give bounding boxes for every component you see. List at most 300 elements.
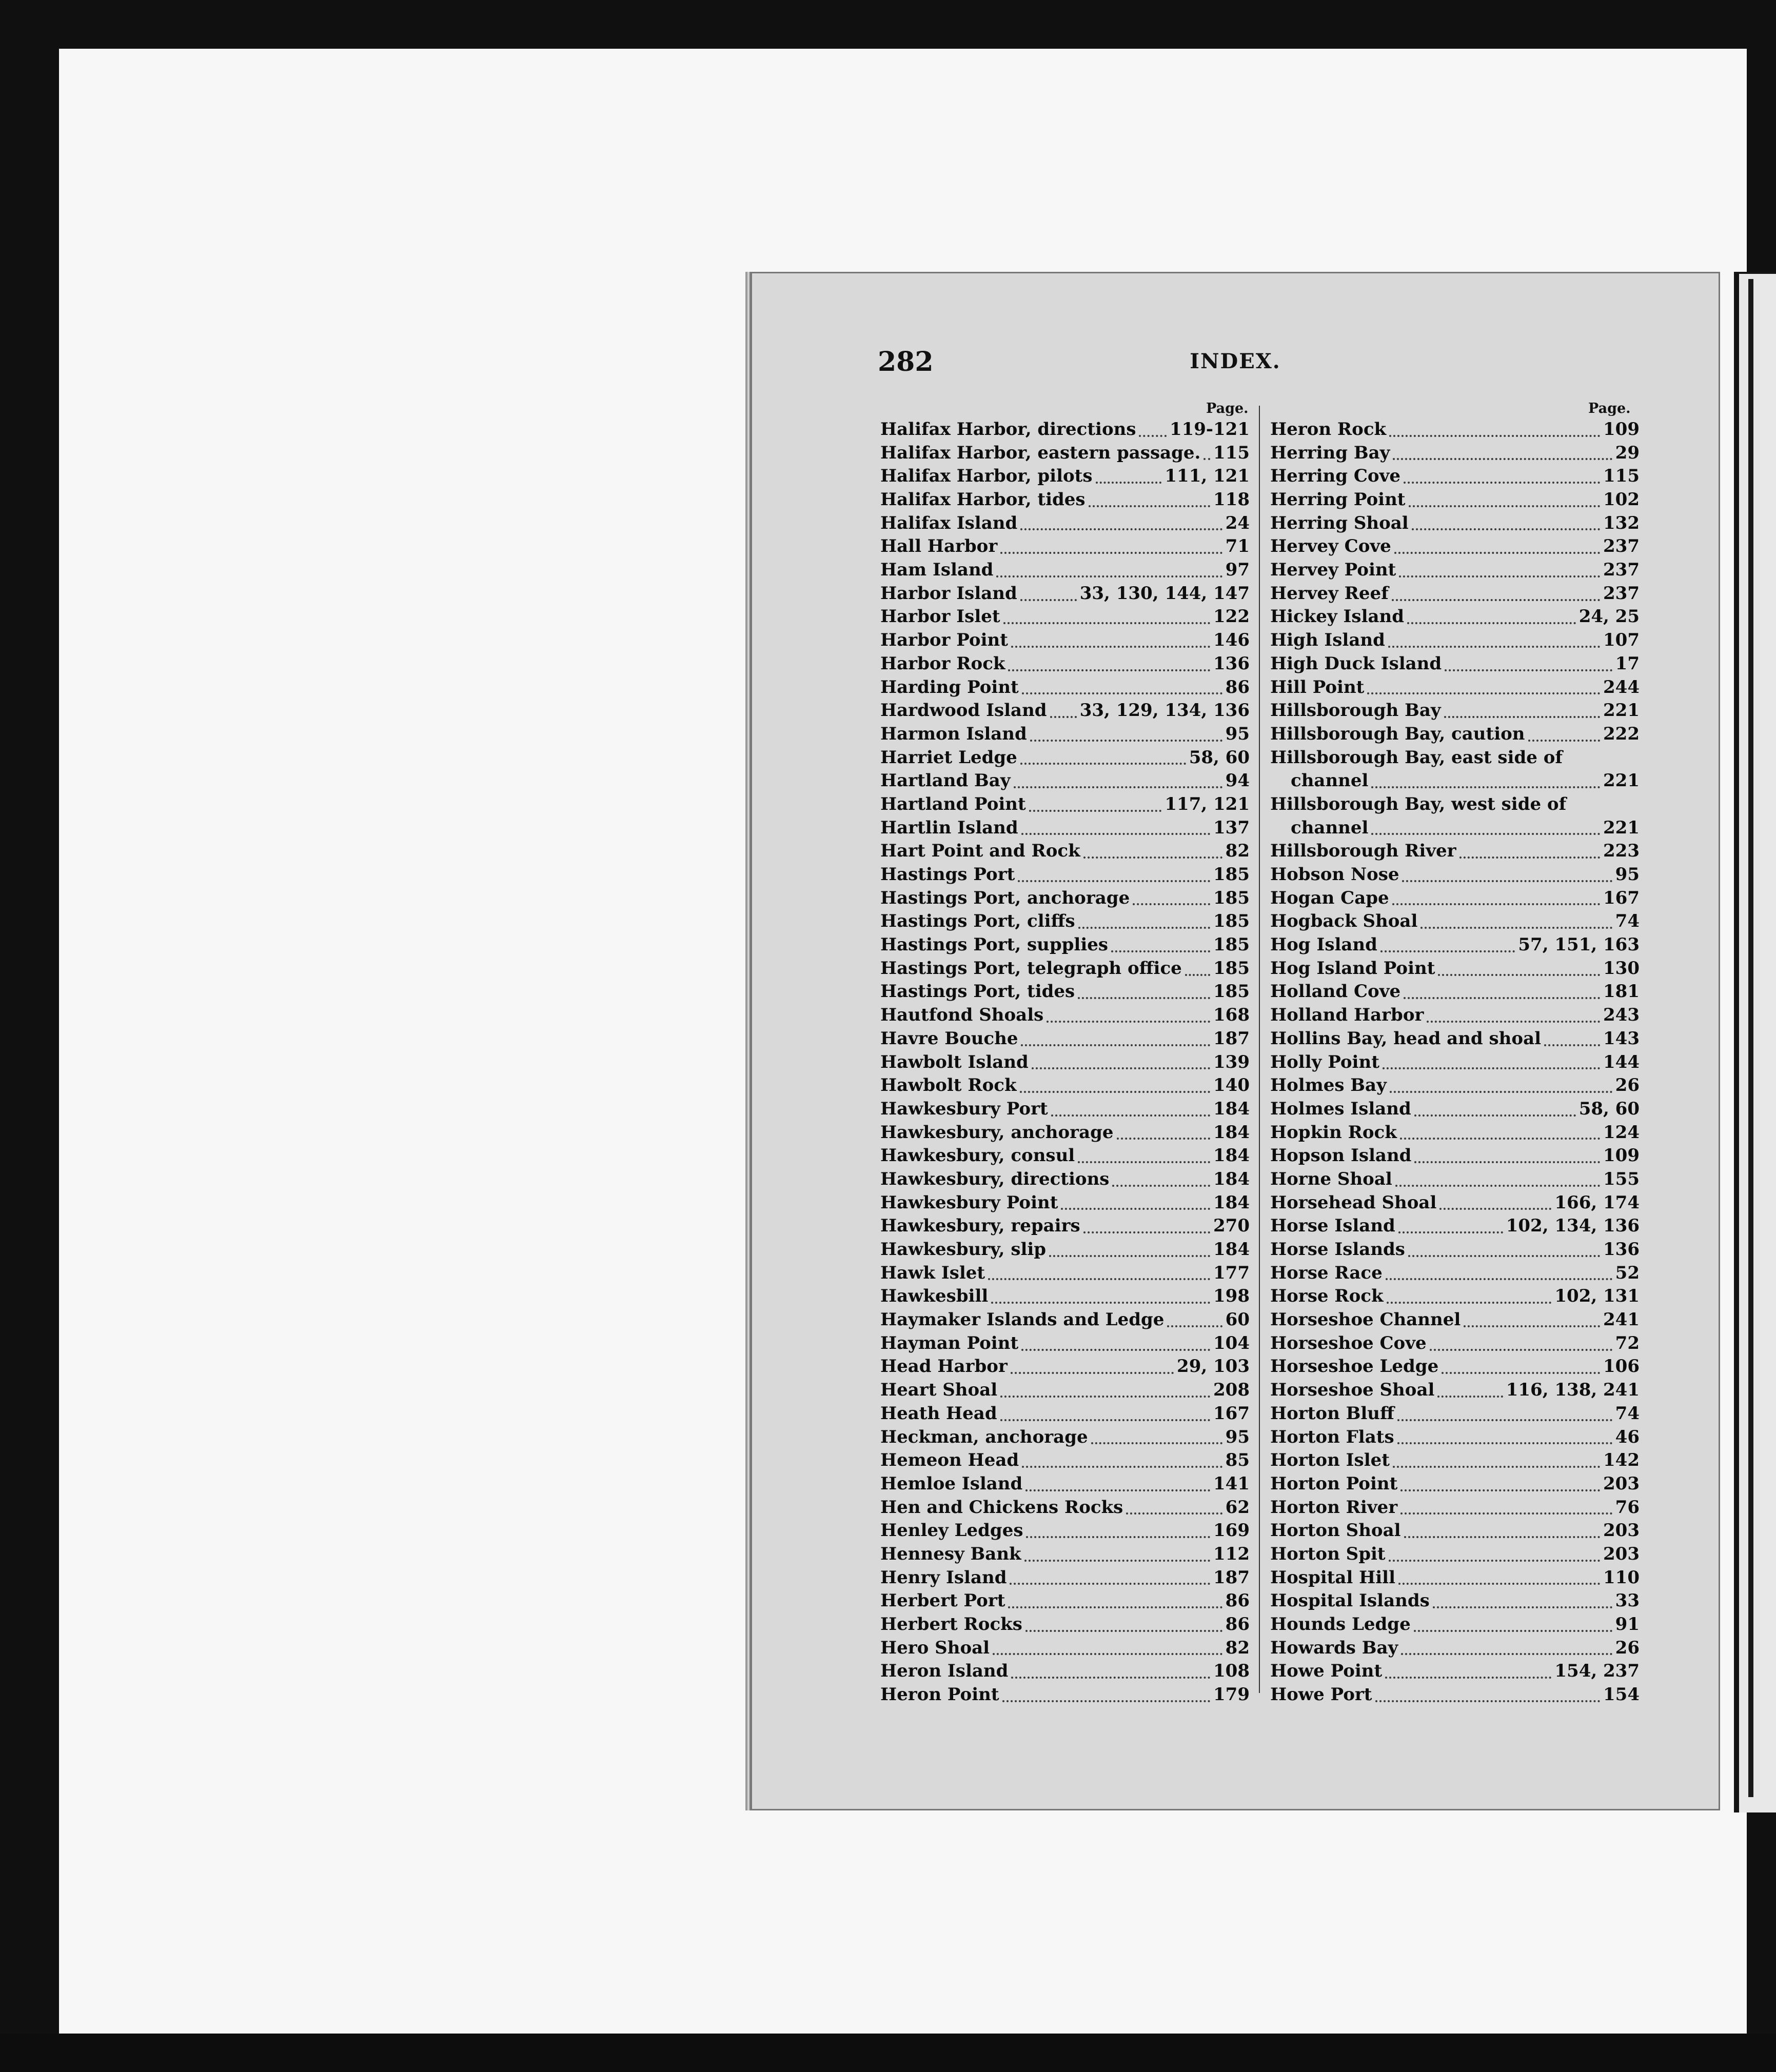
index-entry xyxy=(880,1566,1250,1590)
index-entry xyxy=(880,606,1250,629)
index-entry xyxy=(880,1238,1250,1262)
index-entry xyxy=(880,981,1250,1004)
index-entry xyxy=(1270,1168,1640,1191)
entry-name: Hardwood Island xyxy=(880,700,1047,721)
index-entry xyxy=(1270,629,1640,652)
entry-name: Hog Island Point xyxy=(1270,958,1435,979)
entry-pages: 86 xyxy=(1225,1614,1250,1635)
entry-pages: 17 xyxy=(1615,653,1640,674)
index-entry xyxy=(1270,1144,1640,1168)
leader-dots xyxy=(1402,880,1612,882)
entry-pages: 270 xyxy=(1213,1216,1250,1237)
index-entry xyxy=(880,418,1250,442)
entry-pages: 102, 131 xyxy=(1554,1286,1640,1307)
index-entry xyxy=(880,816,1250,840)
entry-name: Hastings Port xyxy=(880,864,1015,885)
index-page xyxy=(751,272,1720,1810)
entry-name: Heron Point xyxy=(880,1684,999,1705)
index-entry xyxy=(880,1660,1250,1683)
entry-name: Hawkesbury, consul xyxy=(880,1145,1075,1166)
entry-pages: 33, 130, 144, 147 xyxy=(1079,583,1250,604)
entry-pages: 26 xyxy=(1615,1075,1640,1096)
entry-name: Horton River xyxy=(1270,1497,1398,1518)
leader-dots xyxy=(993,1652,1222,1655)
entry-pages: 185 xyxy=(1213,934,1250,955)
leader-dots xyxy=(1010,1582,1210,1585)
leader-dots xyxy=(1414,1161,1600,1163)
index-entry xyxy=(1270,1496,1640,1520)
index-entry xyxy=(880,1356,1250,1379)
entry-pages: 86 xyxy=(1225,1590,1250,1611)
entry-pages: 74 xyxy=(1615,911,1640,932)
index-entry xyxy=(880,1121,1250,1145)
entry-pages: 203 xyxy=(1603,1520,1640,1541)
index-entry xyxy=(1270,981,1640,1004)
index-entry xyxy=(1270,1098,1640,1121)
leader-dots xyxy=(1438,973,1600,976)
index-entry xyxy=(880,1332,1250,1356)
index-entry xyxy=(1270,699,1640,723)
entry-pages: 241 xyxy=(1603,1309,1640,1330)
entry-pages: 136 xyxy=(1213,653,1250,674)
index-entry xyxy=(1270,1332,1640,1356)
leader-dots xyxy=(1078,926,1210,929)
index-entry xyxy=(1270,723,1640,746)
entry-name: Hawbolt Island xyxy=(880,1051,1029,1072)
entry-name: Hawbolt Rock xyxy=(880,1075,1017,1096)
leader-dots xyxy=(1032,1067,1210,1069)
entry-name: Horse Race xyxy=(1270,1262,1383,1283)
entry-pages: 144 xyxy=(1603,1051,1640,1072)
entry-name: Horton Point xyxy=(1270,1473,1398,1494)
entry-name: Hog Island xyxy=(1270,934,1377,955)
entry-name: Heckman, anchorage xyxy=(880,1426,1088,1447)
entry-name: Hawk Islet xyxy=(880,1262,985,1283)
leader-dots xyxy=(1398,1582,1600,1585)
entry-name: Heron Rock xyxy=(1270,419,1387,440)
leader-dots xyxy=(1409,505,1601,507)
leader-dots xyxy=(1437,1395,1503,1398)
entry-pages: 58, 60 xyxy=(1578,1098,1640,1119)
entry-name: Hero Shoal xyxy=(880,1637,990,1658)
entry-name: Hart Point and Rock xyxy=(880,841,1080,862)
leader-dots xyxy=(1051,1114,1210,1117)
entry-pages: 237 xyxy=(1603,536,1640,557)
index-entry xyxy=(880,1074,1250,1098)
index-entry xyxy=(1270,1285,1640,1308)
leader-dots xyxy=(1133,903,1210,905)
entry-pages: 85 xyxy=(1225,1450,1250,1471)
entry-name: Hemeon Head xyxy=(880,1450,1019,1471)
entry-pages: 244 xyxy=(1603,676,1640,698)
index-entry xyxy=(880,1637,1250,1660)
leader-dots xyxy=(1011,645,1210,648)
index-entry xyxy=(1270,676,1640,700)
index-entry xyxy=(1270,1214,1640,1238)
index-entry xyxy=(1270,1121,1640,1145)
entry-name: Havre Bouche xyxy=(880,1028,1018,1049)
entry-pages: 95 xyxy=(1615,864,1640,885)
index-entry xyxy=(1270,910,1640,933)
entry-name: Hen and Chickens Rocks xyxy=(880,1497,1123,1518)
leader-dots xyxy=(1439,1207,1551,1210)
entry-name: Horseshoe Ledge xyxy=(1270,1356,1439,1377)
entry-name: Hemloe Island xyxy=(880,1473,1023,1494)
index-entry xyxy=(1270,863,1640,887)
entry-pages: 140 xyxy=(1213,1075,1250,1096)
index-entry xyxy=(1270,488,1640,512)
entry-pages: 74 xyxy=(1615,1403,1640,1424)
leader-dots xyxy=(996,575,1222,577)
index-entry xyxy=(880,769,1250,793)
entry-name: Harbor Rock xyxy=(880,653,1005,674)
entry-name: Hastings Port, anchorage xyxy=(880,887,1130,908)
leader-dots xyxy=(1078,1161,1210,1163)
entry-pages: 184 xyxy=(1213,1122,1250,1143)
leader-dots xyxy=(1398,1231,1503,1233)
entry-pages: 142 xyxy=(1603,1450,1640,1471)
leader-dots xyxy=(1407,622,1576,624)
entry-name: Hawkesbury Point xyxy=(880,1192,1058,1213)
leader-dots xyxy=(1395,1184,1600,1187)
index-entry xyxy=(1270,1238,1640,1262)
entry-pages: 118 xyxy=(1213,489,1250,510)
index-entry xyxy=(1270,1543,1640,1566)
entry-pages: 179 xyxy=(1213,1684,1250,1705)
entry-name: Hogback Shoal xyxy=(1270,911,1418,932)
entry-pages: 185 xyxy=(1213,981,1250,1002)
entry-pages: 184 xyxy=(1213,1239,1250,1260)
entry-name: Halifax Harbor, directions xyxy=(880,419,1136,440)
entry-pages: 168 xyxy=(1213,1005,1250,1026)
leader-dots xyxy=(1011,1676,1210,1679)
leader-dots xyxy=(1427,1020,1600,1023)
entry-pages: 184 xyxy=(1213,1145,1250,1166)
entry-name: Horton Shoal xyxy=(1270,1520,1401,1541)
entry-pages: 184 xyxy=(1213,1098,1250,1119)
index-entry xyxy=(880,535,1250,559)
entry-name: Hennesy Bank xyxy=(880,1543,1021,1564)
leader-dots xyxy=(1025,1489,1210,1491)
entry-pages: 181 xyxy=(1603,981,1640,1002)
index-entry xyxy=(880,1308,1250,1332)
entry-name: Hollins Bay, head and shoal xyxy=(1270,1028,1542,1049)
entry-name: High Duck Island xyxy=(1270,653,1442,674)
leader-dots xyxy=(1397,1442,1612,1444)
entry-name: Harbor Point xyxy=(880,630,1008,651)
entry-pages: 109 xyxy=(1603,1145,1640,1166)
entry-pages: 29, 103 xyxy=(1177,1356,1250,1377)
index-entry xyxy=(880,1144,1250,1168)
leader-dots xyxy=(1139,434,1166,437)
entry-pages: 109 xyxy=(1603,419,1640,440)
entry-pages: 62 xyxy=(1225,1497,1250,1518)
leader-dots xyxy=(1000,1419,1210,1421)
entry-pages: 86 xyxy=(1225,676,1250,698)
entry-name: Hounds Ledge xyxy=(1270,1614,1411,1635)
index-entry xyxy=(1270,746,1640,770)
entry-name: Hospital Islands xyxy=(1270,1590,1430,1611)
entry-pages: 187 xyxy=(1213,1028,1250,1049)
entry-pages: 136 xyxy=(1603,1239,1640,1260)
entry-name: Holland Harbor xyxy=(1270,1005,1424,1026)
leader-dots xyxy=(1047,1020,1210,1023)
entry-name: Horse Rock xyxy=(1270,1286,1384,1307)
index-entry xyxy=(880,1519,1250,1543)
entry-name: High Island xyxy=(1270,630,1385,651)
index-entry xyxy=(880,1472,1250,1496)
leader-dots xyxy=(1020,762,1186,765)
index-entry xyxy=(880,629,1250,652)
entry-name: Hogan Cape xyxy=(1270,887,1389,908)
index-entry xyxy=(1270,933,1640,957)
index-entry xyxy=(880,1191,1250,1215)
entry-name: Halifax Island xyxy=(880,512,1018,533)
leader-dots xyxy=(1420,926,1612,929)
leader-dots xyxy=(1544,1044,1600,1046)
entry-name: Hastings Port, cliffs xyxy=(880,911,1075,932)
entry-pages: 154, 237 xyxy=(1554,1661,1640,1682)
leader-dots xyxy=(1393,457,1612,460)
index-entry xyxy=(1270,1402,1640,1426)
entry-name: Hervey Point xyxy=(1270,560,1396,581)
entry-name: Holly Point xyxy=(1270,1051,1379,1072)
right-index-column xyxy=(1270,418,1640,1707)
entry-name: channel xyxy=(1291,817,1369,838)
entry-name: channel xyxy=(1291,770,1369,791)
index-entry xyxy=(880,840,1250,863)
entry-pages: 82 xyxy=(1225,1637,1250,1658)
left-index-column xyxy=(880,418,1250,1707)
entry-pages: 26 xyxy=(1615,1637,1640,1658)
index-entry xyxy=(1270,1613,1640,1637)
index-entry xyxy=(1270,1004,1640,1027)
index-entry xyxy=(880,465,1250,488)
entry-name: Howe Port xyxy=(1270,1684,1372,1705)
entry-pages: 167 xyxy=(1603,887,1640,908)
entry-name: Horseshoe Shoal xyxy=(1270,1380,1435,1401)
entry-name: Hervey Cove xyxy=(1270,536,1391,557)
index-entry xyxy=(880,723,1250,746)
entry-name: Heath Head xyxy=(880,1403,997,1424)
entry-name: Hastings Port, telegraph office xyxy=(880,958,1182,979)
entry-pages: 95 xyxy=(1225,723,1250,744)
leader-dots xyxy=(988,1278,1210,1280)
leader-dots xyxy=(1008,669,1210,671)
entry-pages: 58, 60 xyxy=(1189,747,1250,768)
entry-pages: 221 xyxy=(1603,700,1640,721)
leader-dots xyxy=(1459,856,1600,859)
entry-name: Hartlin Island xyxy=(880,817,1018,838)
index-entry xyxy=(1270,1074,1640,1098)
index-entry xyxy=(880,1589,1250,1613)
leader-dots xyxy=(1083,1231,1210,1233)
index-entry xyxy=(880,1098,1250,1121)
leader-dots xyxy=(1029,809,1162,812)
running-head: INDEX. xyxy=(1190,349,1281,373)
entry-pages: 177 xyxy=(1213,1262,1250,1283)
entry-pages: 24 xyxy=(1225,512,1250,533)
leader-dots xyxy=(1021,832,1210,835)
entry-name: Haymaker Islands and Ledge xyxy=(880,1309,1165,1330)
entry-name: Hautfond Shoals xyxy=(880,1005,1044,1026)
index-entry xyxy=(1270,1683,1640,1707)
entry-name: Hawkesbury, anchorage xyxy=(880,1122,1114,1143)
entry-pages: 29 xyxy=(1615,442,1640,463)
entry-pages: 115 xyxy=(1603,466,1640,487)
entry-pages: 146 xyxy=(1213,630,1250,651)
right-column-page-label: Page. xyxy=(1588,401,1631,416)
entry-name: Hawkesbury, slip xyxy=(880,1239,1047,1260)
leader-dots xyxy=(1388,645,1600,648)
index-entry xyxy=(880,933,1250,957)
entry-name: Horse Island xyxy=(1270,1216,1395,1237)
leader-dots xyxy=(1003,622,1210,624)
leader-dots xyxy=(1445,669,1612,671)
leader-dots xyxy=(1203,457,1210,460)
index-entry xyxy=(1270,1637,1640,1660)
leader-dots xyxy=(1111,950,1210,952)
entry-pages: 167 xyxy=(1213,1403,1250,1424)
entry-name: Hawkesbury, repairs xyxy=(880,1216,1080,1237)
index-entry xyxy=(880,887,1250,910)
leader-dots xyxy=(1117,1137,1210,1140)
leader-dots xyxy=(1026,1536,1210,1538)
entry-name: Halifax Harbor, pilots xyxy=(880,466,1093,487)
entry-pages: 102, 134, 136 xyxy=(1506,1216,1640,1237)
leader-dots xyxy=(1049,1254,1210,1257)
entry-name: Horse Islands xyxy=(1270,1239,1405,1260)
index-entry xyxy=(880,582,1250,606)
index-entry xyxy=(880,442,1250,465)
index-entry xyxy=(1270,887,1640,910)
index-entry xyxy=(880,1613,1250,1637)
leader-dots xyxy=(1442,1371,1600,1374)
index-entry xyxy=(880,1051,1250,1074)
index-entry xyxy=(1270,793,1640,816)
index-entry xyxy=(1270,1426,1640,1449)
entry-pages: 155 xyxy=(1603,1168,1640,1189)
index-entry xyxy=(1270,1356,1640,1379)
index-entry xyxy=(880,676,1250,700)
leader-dots xyxy=(1375,1700,1601,1702)
entry-pages: 237 xyxy=(1603,560,1640,581)
leader-dots xyxy=(1367,692,1600,694)
index-entry xyxy=(1270,1449,1640,1472)
leader-dots xyxy=(1126,1512,1222,1515)
leader-dots xyxy=(1030,739,1222,742)
entry-name: Hillsborough Bay xyxy=(1270,700,1441,721)
index-entry xyxy=(880,1004,1250,1027)
entry-pages: 185 xyxy=(1213,887,1250,908)
entry-pages: 117, 121 xyxy=(1165,793,1250,814)
leader-dots xyxy=(1401,1652,1612,1655)
entry-name: Horsehead Shoal xyxy=(1270,1192,1437,1213)
leader-dots xyxy=(1167,1325,1222,1327)
entry-pages: 184 xyxy=(1213,1168,1250,1189)
entry-name: Herring Point xyxy=(1270,489,1406,510)
entry-name: Harriet Ledge xyxy=(880,747,1017,768)
entry-pages: 132 xyxy=(1603,512,1640,533)
entry-pages: 82 xyxy=(1225,841,1250,862)
index-entry xyxy=(1270,1519,1640,1543)
index-entry xyxy=(1270,1660,1640,1683)
leader-dots xyxy=(1400,1489,1600,1491)
entry-name: Horne Shoal xyxy=(1270,1168,1392,1189)
entry-name: Hillsborough River xyxy=(1270,841,1456,862)
entry-pages: 115 xyxy=(1213,442,1250,463)
index-entry xyxy=(1270,769,1640,793)
leader-dots xyxy=(1018,880,1210,882)
index-entry xyxy=(1270,816,1640,840)
leader-dots xyxy=(1000,1395,1210,1398)
entry-pages: 166, 174 xyxy=(1554,1192,1640,1213)
entry-name: Horseshoe Cove xyxy=(1270,1332,1427,1353)
leader-dots xyxy=(1002,1700,1210,1702)
leader-dots xyxy=(1025,1629,1222,1632)
index-entry xyxy=(880,1379,1250,1402)
leader-dots xyxy=(1185,973,1210,976)
index-entry xyxy=(880,1027,1250,1051)
entry-name: Hopson Island xyxy=(1270,1145,1412,1166)
entry-name: Horton Flats xyxy=(1270,1426,1394,1447)
entry-pages: 154 xyxy=(1603,1684,1640,1705)
index-entry xyxy=(1270,582,1640,606)
entry-name: Heron Island xyxy=(880,1661,1009,1682)
index-entry xyxy=(880,793,1250,816)
index-entry xyxy=(1270,465,1640,488)
entry-pages: 221 xyxy=(1603,817,1640,838)
entry-name: Hawkesbury, directions xyxy=(880,1168,1110,1189)
index-entry xyxy=(880,1543,1250,1566)
entry-name: Hartland Point xyxy=(880,793,1026,814)
entry-pages: 237 xyxy=(1603,583,1640,604)
leader-dots xyxy=(1022,1465,1222,1468)
leader-dots xyxy=(1021,1348,1210,1351)
entry-name: Holland Cove xyxy=(1270,981,1401,1002)
entry-name: Hervey Reef xyxy=(1270,583,1389,604)
index-entry xyxy=(1270,1191,1640,1215)
entry-pages: 143 xyxy=(1603,1028,1640,1049)
entry-pages: 198 xyxy=(1213,1286,1250,1307)
leader-dots xyxy=(1380,950,1515,952)
entry-name: Henry Island xyxy=(880,1567,1007,1588)
leader-dots xyxy=(1430,1348,1612,1351)
index-entry xyxy=(1270,1566,1640,1590)
leader-dots xyxy=(1000,551,1222,554)
leader-dots xyxy=(1371,832,1600,835)
entry-pages: 122 xyxy=(1213,606,1250,627)
index-entry xyxy=(880,488,1250,512)
entry-pages: 33, 129, 134, 136 xyxy=(1079,700,1250,721)
entry-pages: 102 xyxy=(1603,489,1640,510)
index-entry xyxy=(880,1214,1250,1238)
entry-pages: 111, 121 xyxy=(1165,466,1250,487)
leader-dots xyxy=(1392,903,1600,905)
leader-dots xyxy=(1383,1067,1600,1069)
leader-dots xyxy=(1078,997,1210,999)
leader-dots xyxy=(1404,481,1600,484)
entry-name: Howe Point xyxy=(1270,1661,1383,1682)
entry-pages: 137 xyxy=(1213,817,1250,838)
index-entry xyxy=(880,957,1250,981)
leader-dots xyxy=(1061,1207,1210,1210)
entry-pages: 110 xyxy=(1603,1567,1640,1588)
leader-dots xyxy=(1412,528,1600,530)
entry-name: Hopkin Rock xyxy=(1270,1122,1397,1143)
entry-name: Herbert Rocks xyxy=(880,1614,1022,1635)
entry-name: Hillsborough Bay, west side of xyxy=(1270,793,1567,814)
